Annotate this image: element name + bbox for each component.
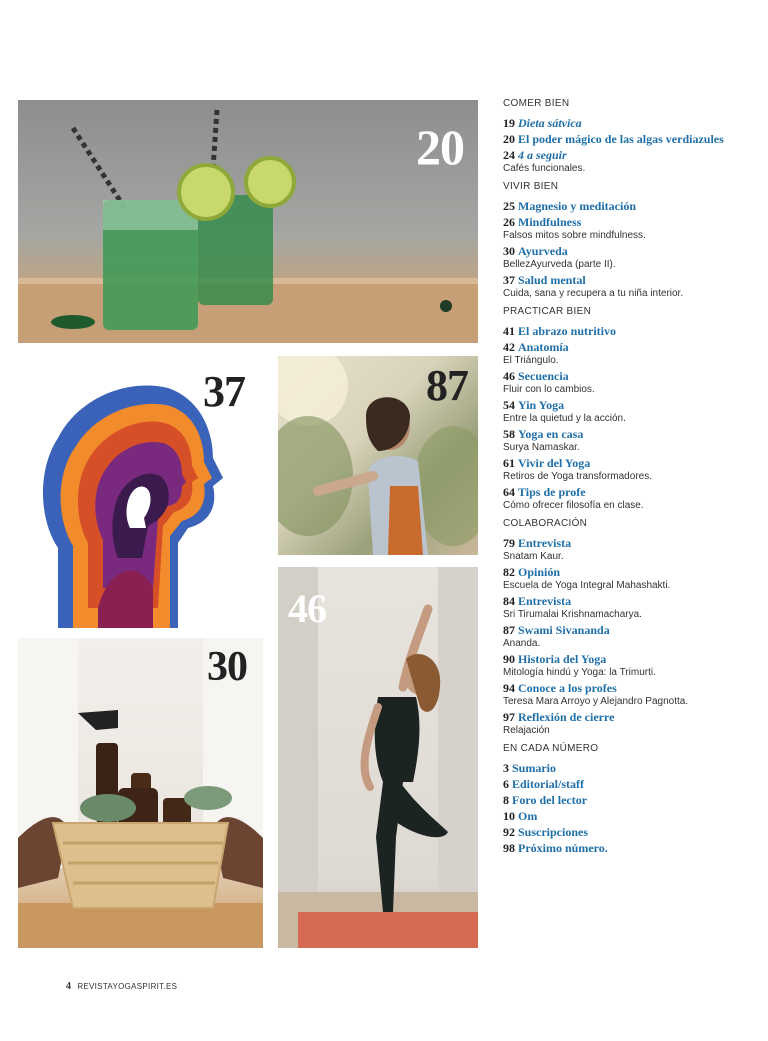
toc-entry[interactable]: [503, 793, 753, 807]
entry-name[interactable]: El poder mágico de las algas verdiazules: [518, 132, 724, 146]
entry-page: 8: [503, 793, 509, 807]
entry-name[interactable]: Entrevista: [518, 594, 572, 608]
toc-section: [503, 181, 753, 300]
entry-name[interactable]: Reflexión de cierre: [518, 710, 615, 724]
entry-title: [503, 273, 753, 287]
entry-title: [503, 777, 753, 791]
entry-page: 54: [503, 398, 515, 412]
entry-name[interactable]: 4 a seguir: [518, 148, 567, 162]
entry-name[interactable]: Mindfulness: [518, 215, 582, 229]
entry-page: 84: [503, 594, 515, 608]
entry-name[interactable]: Ayurveda: [518, 244, 568, 258]
entry-title: [503, 116, 753, 130]
entry-name[interactable]: Editorial/staff: [512, 777, 584, 791]
entry-page: 42: [503, 340, 515, 354]
entry-name[interactable]: Conoce a los profes: [518, 681, 617, 695]
entry-subtitle: Cómo ofrecer filosofía en clase.: [503, 500, 644, 511]
entry-page: 20: [503, 132, 515, 146]
toc-section: [503, 306, 753, 512]
toc-section: [503, 743, 753, 855]
entry-page: 26: [503, 215, 515, 229]
entry-subtitle: Falsos mitos sobre mindfulness.: [503, 230, 646, 241]
entry-name[interactable]: Vivir del Yoga: [518, 456, 591, 470]
section-title: EN CADA NÚMERO: [503, 743, 599, 754]
entry-title: [503, 369, 753, 383]
entry-title: [503, 132, 753, 146]
entry-name[interactable]: Próximo número.: [518, 841, 608, 855]
entry-subtitle: Retiros de Yoga transformadores.: [503, 471, 652, 482]
entry-subtitle: Snatam Kaur.: [503, 551, 564, 562]
entry-page: 37: [503, 273, 515, 287]
entry-subtitle: Ananda.: [503, 638, 541, 649]
entry-title: [503, 536, 753, 550]
toc-entry[interactable]: [503, 427, 753, 454]
entry-name[interactable]: Dieta sátvica: [518, 116, 582, 130]
entry-title: [503, 594, 753, 608]
entry-name[interactable]: Entrevista: [518, 536, 572, 550]
toc-entry[interactable]: [503, 244, 753, 271]
toc-entry[interactable]: [503, 273, 753, 300]
entry-subtitle: Teresa Mara Arroyo y Alejandro Pagnotta.: [503, 696, 689, 707]
photo-basket: [18, 638, 263, 948]
toc-entry[interactable]: [503, 132, 753, 146]
toc-entry[interactable]: [503, 594, 753, 621]
entry-title: [503, 825, 753, 839]
entry-title: [503, 623, 753, 637]
toc-entry[interactable]: [503, 116, 753, 130]
entry-title: [503, 565, 753, 579]
entry-subtitle: El Triángulo.: [503, 355, 559, 366]
entry-page: 90: [503, 652, 515, 666]
entry-name[interactable]: Sumario: [512, 761, 557, 775]
entry-subtitle: Escuela de Yoga Integral Mahashakti.: [503, 580, 671, 591]
entry-name[interactable]: Suscripciones: [518, 825, 589, 839]
entry-subtitle: Surya Namaskar.: [503, 442, 580, 453]
entry-subtitle: Cuida, sana y recupera a tu niña interior.: [503, 288, 684, 299]
entry-name[interactable]: Salud mental: [518, 273, 586, 287]
entry-page: 92: [503, 825, 515, 839]
toc-entry[interactable]: [503, 565, 753, 592]
toc-entry[interactable]: [503, 215, 753, 242]
entry-page: 10: [503, 809, 515, 823]
entry-page: 25: [503, 199, 515, 213]
entry-title: [503, 793, 753, 807]
entry-name[interactable]: Yoga en casa: [518, 427, 584, 441]
entry-subtitle: Fluir con lo cambios.: [503, 384, 595, 395]
toc-entry[interactable]: [503, 485, 753, 512]
toc-entry[interactable]: [503, 398, 753, 425]
page-footer: [66, 981, 177, 992]
entry-title: [503, 485, 753, 499]
entry-name[interactable]: Opinión: [518, 565, 561, 579]
entry-page: 97: [503, 710, 515, 724]
toc-entry[interactable]: [503, 681, 753, 708]
section-title: COLABORACIÓN: [503, 518, 588, 529]
entry-title: [503, 761, 753, 775]
entry-name[interactable]: Historia del Yoga: [518, 652, 607, 666]
entry-subtitle: Relajación: [503, 725, 550, 736]
entry-name[interactable]: El abrazo nutritivo: [518, 324, 616, 338]
entry-title: [503, 244, 753, 258]
entry-title: [503, 841, 753, 855]
entry-page: 3: [503, 761, 509, 775]
entry-name[interactable]: Anatomía: [518, 340, 569, 354]
entry-page: 46: [503, 369, 515, 383]
entry-name[interactable]: Foro del lector: [512, 793, 588, 807]
green-drinks-illustration: [18, 100, 478, 343]
page-number-37: 37: [203, 367, 245, 416]
page-number-30: 30: [207, 644, 247, 690]
entry-title: [503, 148, 753, 162]
toc-entry[interactable]: [503, 761, 753, 775]
entry-title: [503, 809, 753, 823]
toc-section: [503, 98, 753, 175]
entry-page: 94: [503, 681, 515, 695]
entry-name[interactable]: Secuencia: [518, 369, 569, 383]
toc-entry[interactable]: [503, 456, 753, 483]
toc-entry[interactable]: [503, 148, 753, 175]
entry-page: 6: [503, 777, 509, 791]
entry-page: 87: [503, 623, 515, 637]
entry-subtitle: Mitología hindú y Yoga: la Trimurti.: [503, 667, 656, 678]
entry-subtitle: Sri Tirumalai Krishnamacharya.: [503, 609, 642, 620]
entry-page: 79: [503, 536, 515, 550]
photo-paper-head: [18, 358, 263, 628]
toc-entry[interactable]: [503, 199, 753, 213]
entry-title: [503, 324, 753, 338]
toc-entry[interactable]: [503, 841, 753, 855]
entry-page: 19: [503, 116, 515, 130]
toc-entry[interactable]: [503, 777, 753, 791]
entry-page: 98: [503, 841, 515, 855]
photo-yoga-pose: [278, 567, 478, 948]
entry-name[interactable]: Yin Yoga: [518, 398, 565, 412]
toc-entry[interactable]: [503, 623, 753, 650]
entry-title: [503, 681, 753, 695]
section-title: COMER BIEN: [503, 98, 570, 109]
section-title: PRACTICAR BIEN: [503, 306, 592, 317]
toc-entry[interactable]: [503, 324, 753, 338]
table-of-contents: [503, 98, 753, 861]
page-number-20: 20: [416, 119, 464, 175]
toc-section: [503, 518, 753, 737]
entry-name[interactable]: Swami Sivananda: [518, 623, 610, 637]
entry-page: 58: [503, 427, 515, 441]
toc-entry[interactable]: [503, 809, 753, 823]
entry-title: [503, 456, 753, 470]
entry-page: 30: [503, 244, 515, 258]
entry-page: 24: [503, 148, 515, 162]
toc-entry[interactable]: [503, 652, 753, 679]
entry-name[interactable]: Tips de profe: [518, 485, 586, 499]
entry-title: [503, 340, 753, 354]
entry-page: 82: [503, 565, 515, 579]
entry-subtitle: Entre la quietud y la acción.: [503, 413, 626, 424]
entry-name[interactable]: Om: [518, 809, 538, 823]
entry-page: 61: [503, 456, 515, 470]
entry-name[interactable]: Magnesio y meditación: [518, 199, 636, 213]
page-number-87: 87: [426, 361, 468, 410]
footer-page-number: 4: [66, 981, 72, 992]
photo-green-drinks: [18, 100, 478, 343]
toc-entry[interactable]: [503, 340, 753, 367]
photo-woman-sun: [278, 356, 478, 555]
entry-page: 64: [503, 485, 515, 499]
entry-title: [503, 652, 753, 666]
entry-title: [503, 427, 753, 441]
entry-title: [503, 215, 753, 229]
entry-title: [503, 199, 753, 213]
section-title: VIVIR BIEN: [503, 181, 559, 192]
entry-subtitle: Cafés funcionales.: [503, 163, 586, 174]
toc-entry[interactable]: [503, 369, 753, 396]
toc-entry[interactable]: [503, 710, 753, 737]
page-number-46: 46: [288, 586, 326, 631]
entry-title: [503, 398, 753, 412]
entry-subtitle: BellezAyurveda (parte II).: [503, 259, 616, 270]
toc-entry[interactable]: [503, 536, 753, 563]
footer-site: REVISTAYOGASPIRIT.ES: [77, 982, 178, 991]
toc-entry[interactable]: [503, 825, 753, 839]
entry-title: [503, 710, 753, 724]
entry-page: 41: [503, 324, 515, 338]
